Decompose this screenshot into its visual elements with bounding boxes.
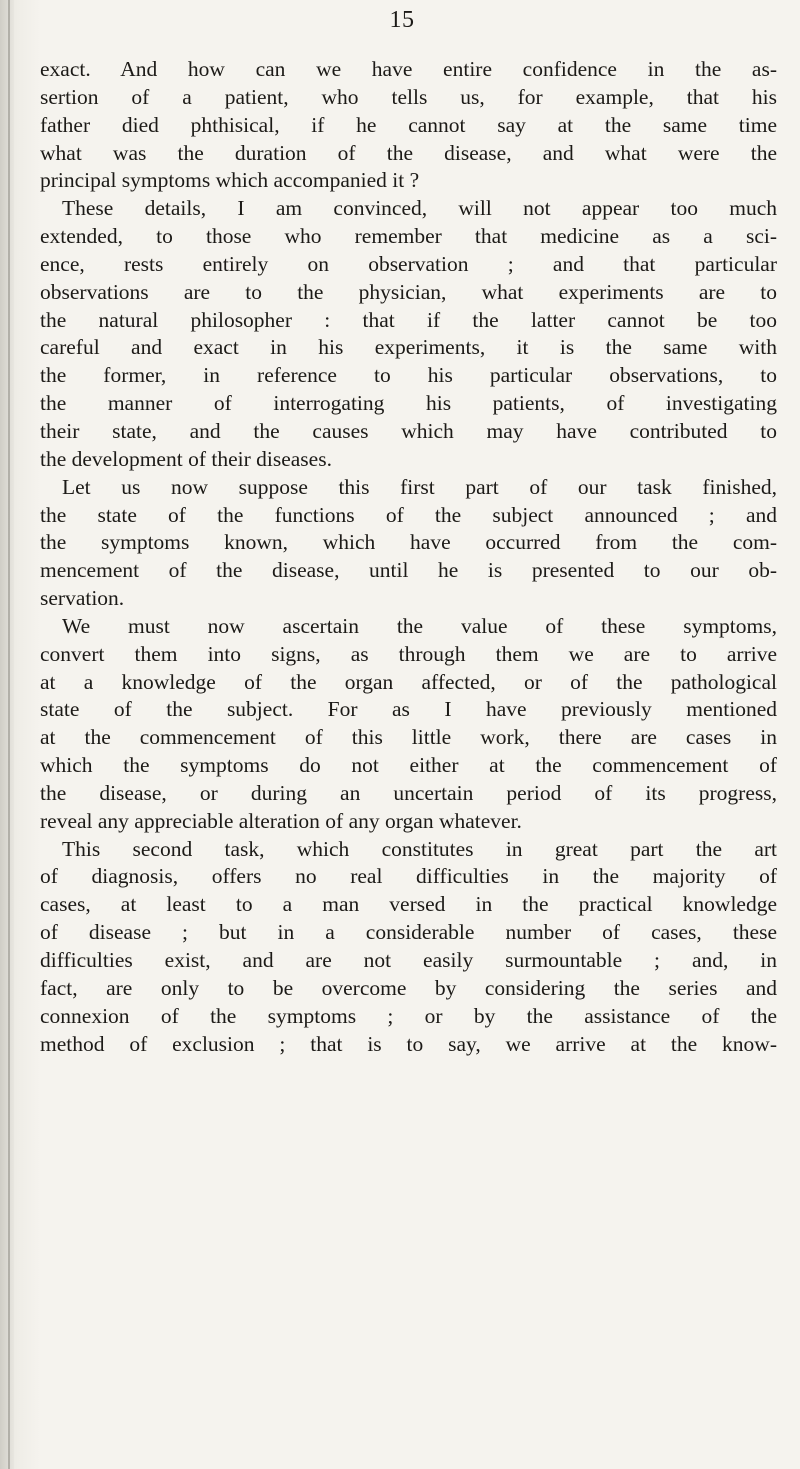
gutter-binding-line <box>8 0 10 1469</box>
text-line: method of exclusion ; that is to say, we arrive at the know- <box>40 1031 777 1056</box>
text-line: connexion of the symptoms ; or by the assistance of the <box>40 1003 777 1028</box>
text-line: ence, rests entirely on observation ; and that particular <box>40 251 777 276</box>
text-line: observations are to the physician, what experiments are to <box>40 279 777 304</box>
text-line: mencement of the disease, until he is presented to our ob- <box>40 558 777 583</box>
text-line: of disease ; but in a considerable number of cases, these <box>40 920 777 945</box>
text-line: the disease, or during an uncertain period of its progress, <box>40 780 777 805</box>
text-line: servation. <box>40 586 125 611</box>
text-line: cases, at least to a man versed in the practical knowledge <box>40 892 777 917</box>
text-line: the manner of interrogating his patients, of investigating <box>40 391 777 416</box>
text-line: difficulties exist, and are not easily surmountable ; and, in <box>40 948 777 972</box>
text-line: at a knowledge of the organ affected, or of the pathological <box>40 669 777 694</box>
text-line: convert them into signs, as through them we are to arrive <box>40 641 777 666</box>
text-line: the development of their diseases. <box>40 446 332 471</box>
text-line: exact. And how can we have entire confidence in the as- <box>40 57 777 81</box>
page-number: 15 <box>389 7 415 33</box>
text-line: the natural philosopher : that if the latter cannot be too <box>40 307 777 332</box>
text-line: careful and exact in his experiments, it is the same with <box>40 335 777 360</box>
text-line: principal symptoms which accompanied it ? <box>40 168 420 193</box>
text-line: their state, and the causes which may have contributed to <box>40 418 777 443</box>
text-line: father died phthisical, if he cannot say at the same time <box>40 112 777 137</box>
text-line: the former, in reference to his particular observations, to <box>40 363 777 388</box>
text-line: These details, I am convinced, will not appear too much <box>62 196 777 221</box>
text-line: sertion of a patient, who tells us, for example, that his <box>40 84 777 109</box>
text-line: Let us now suppose this first part of our task finished, <box>62 474 777 499</box>
text-line: This second task, which constitutes in great part the art <box>62 836 777 861</box>
text-line: extended, to those who remember that medicine as a sci- <box>40 224 777 249</box>
text-line: of diagnosis, offers no real difficulties in the majority of <box>40 864 777 889</box>
text-line: what was the duration of the disease, and what were the <box>40 140 777 165</box>
page-gutter <box>0 0 14 1469</box>
body-text <box>40 56 777 1058</box>
text-line: which the symptoms do not either at the commencement of <box>40 753 777 778</box>
text-line: at the commencement of this little work, there are cases in <box>40 725 777 750</box>
text-line: state of the subject. For as I have previously mentioned <box>40 697 777 722</box>
text-line: reveal any appreciable alteration of any organ whatever. <box>40 808 522 833</box>
text-line: fact, are only to be overcome by considering the series and <box>40 975 777 1000</box>
text-line: the symptoms known, which have occurred from the com- <box>40 530 777 555</box>
text-line: the state of the functions of the subject announced ; and <box>40 502 777 527</box>
text-line: We must now ascertain the value of these symptoms, <box>62 613 777 638</box>
